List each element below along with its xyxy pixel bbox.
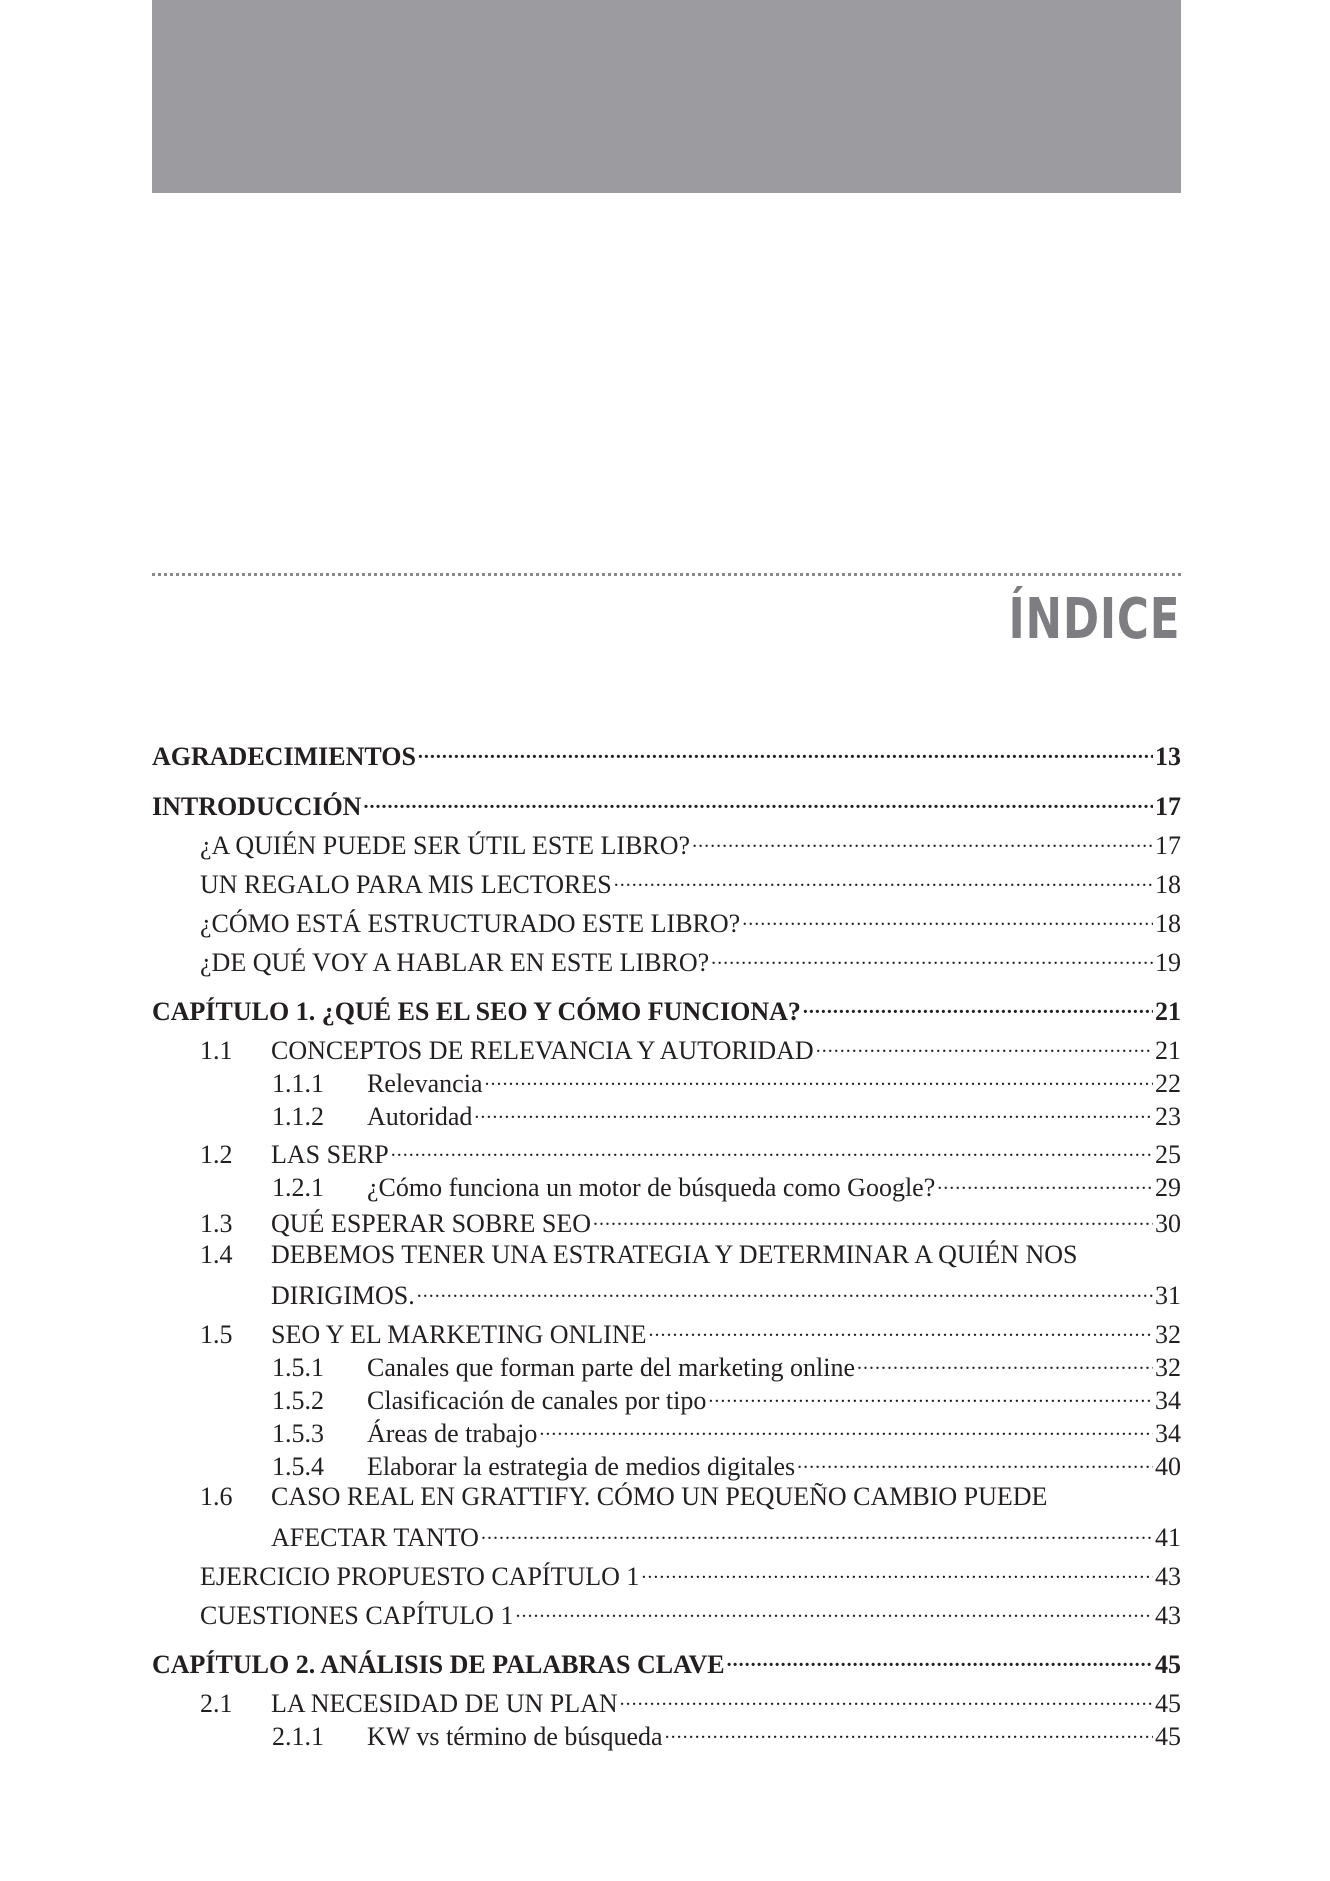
toc-label: DEBEMOS TENER UNA ESTRATEGIA Y DETERMINAR A QUIÉN NOS	[271, 1240, 1078, 1269]
leader-dots	[708, 1377, 1153, 1409]
toc-entry-1-3[interactable]	[200, 1200, 1181, 1240]
leader-dots	[816, 1027, 1153, 1059]
toc-entry-ejercicio-1[interactable]	[200, 1553, 1181, 1593]
toc-page: 34	[1155, 1386, 1181, 1415]
leader-dots	[727, 1641, 1153, 1673]
toc-label: Elaborar la estrategia de medios digitales	[367, 1452, 796, 1481]
leader-dots	[539, 1410, 1153, 1442]
toc-page: 29	[1155, 1173, 1181, 1202]
leader-dots	[391, 1131, 1153, 1163]
section-number: 1.5.1	[272, 1353, 324, 1382]
toc-label: Áreas de trabajo	[367, 1419, 538, 1448]
leader-dots	[418, 733, 1153, 765]
toc-label: CASO REAL EN GRATTIFY. CÓMO UN PEQUEÑO CAMBIO PUEDE	[271, 1482, 1048, 1511]
section-number: 1.5.2	[272, 1386, 324, 1415]
toc-entry-capitulo-2[interactable]	[152, 1641, 1181, 1681]
leader-dots	[515, 1592, 1153, 1624]
section-number: 1.2	[200, 1140, 233, 1169]
toc-label: SEO Y EL MARKETING ONLINE	[271, 1320, 647, 1349]
dotted-divider	[152, 573, 1181, 576]
toc-page: 18	[1155, 870, 1181, 899]
toc-label: ¿DE QUÉ VOY A HABLAR EN ESTE LIBRO?	[200, 948, 710, 977]
toc-label: CONCEPTOS DE RELEVANCIA Y AUTORIDAD	[271, 1036, 814, 1065]
toc-entry-1-5-4[interactable]	[272, 1443, 1181, 1483]
toc-page: 21	[1155, 1036, 1181, 1065]
toc-entry-1-4-line2[interactable]	[271, 1272, 1181, 1312]
toc-page: 45	[1155, 1689, 1181, 1718]
leader-dots	[803, 988, 1153, 1020]
leader-dots	[857, 1344, 1153, 1376]
header-band	[152, 0, 1181, 193]
toc-entry-intro-3[interactable]	[200, 900, 1181, 940]
section-number: 1.5.4	[272, 1452, 324, 1481]
leader-dots	[417, 1272, 1153, 1304]
toc-page: 40	[1155, 1452, 1181, 1481]
leader-dots	[742, 900, 1153, 932]
leader-dots	[665, 1713, 1153, 1745]
toc-page: 34	[1155, 1419, 1181, 1448]
leader-dots	[692, 822, 1153, 854]
section-number: 1.2.1	[272, 1173, 324, 1202]
leader-dots	[481, 1514, 1153, 1546]
toc-label: LAS SERP	[271, 1140, 389, 1169]
leader-dots	[474, 1093, 1153, 1125]
toc-label: CAPÍTULO 1. ¿QUÉ ES EL SEO Y CÓMO FUNCIONA?	[152, 997, 801, 1026]
toc-label: KW vs término de búsqueda	[367, 1722, 663, 1751]
toc-label: ¿CÓMO ESTÁ ESTRUCTURADO ESTE LIBRO?	[200, 909, 741, 938]
toc-entry-capitulo-1[interactable]	[152, 988, 1181, 1028]
toc-page: 18	[1155, 909, 1181, 938]
toc-page: 21	[1155, 997, 1181, 1026]
toc-page: 13	[1155, 742, 1181, 771]
leader-dots	[485, 1060, 1154, 1092]
toc-label: UN REGALO PARA MIS LECTORES	[200, 870, 612, 899]
toc-page: 30	[1155, 1209, 1181, 1238]
toc-entry-intro-1[interactable]	[200, 822, 1181, 862]
toc-label: EJERCICIO PROPUESTO CAPÍTULO 1	[200, 1562, 640, 1591]
toc-label: Relevancia	[367, 1069, 483, 1098]
toc-label: DIRIGIMOS.	[271, 1281, 415, 1310]
toc-page: 31	[1155, 1281, 1181, 1310]
section-number: 1.5	[200, 1320, 233, 1349]
toc-page: 41	[1155, 1523, 1181, 1552]
toc-page: 43	[1155, 1601, 1181, 1630]
toc-label: Clasificación de canales por tipo	[367, 1386, 707, 1415]
leader-dots	[649, 1311, 1153, 1343]
toc-label: AFECTAR TANTO	[271, 1523, 479, 1552]
leader-dots	[620, 1680, 1153, 1712]
toc-label: Canales que forman parte del marketing online	[367, 1353, 856, 1382]
toc-page: 25	[1155, 1140, 1181, 1169]
section-number: 1.3	[200, 1209, 233, 1238]
section-number: 1.1	[200, 1036, 233, 1065]
toc-page: 17	[1155, 792, 1181, 821]
section-number: 1.1.2	[272, 1102, 324, 1131]
toc-page: 19	[1155, 948, 1181, 977]
toc-entry-cuestiones-1[interactable]	[200, 1592, 1181, 1632]
toc-label: INTRODUCCIÓN	[152, 792, 362, 821]
toc-page: 32	[1155, 1353, 1181, 1382]
leader-dots	[593, 1200, 1153, 1232]
toc-page: 43	[1155, 1562, 1181, 1591]
toc-label: CAPÍTULO 2. ANÁLISIS DE PALABRAS CLAVE	[152, 1650, 725, 1679]
leader-dots	[711, 939, 1153, 971]
page-title: ÍNDICE	[1008, 587, 1180, 652]
toc-entry-1-1-2[interactable]	[272, 1093, 1181, 1133]
section-number: 2.1	[200, 1689, 233, 1718]
leader-dots	[641, 1553, 1153, 1585]
leader-dots	[614, 861, 1153, 893]
toc-label: CUESTIONES CAPÍTULO 1	[200, 1601, 514, 1630]
toc-page: 17	[1155, 831, 1181, 860]
toc-entry-intro-4[interactable]	[200, 939, 1181, 979]
leader-dots	[937, 1164, 1153, 1196]
section-number: 2.1.1	[272, 1722, 324, 1751]
toc-entry-2-1-1[interactable]	[272, 1713, 1181, 1753]
toc-entry-agradecimientos[interactable]	[152, 733, 1181, 773]
section-number: 1.6	[200, 1482, 233, 1511]
section-number: 1.4	[200, 1240, 233, 1269]
toc-label: LA NECESIDAD DE UN PLAN	[271, 1689, 618, 1718]
toc-label: QUÉ ESPERAR SOBRE SEO	[271, 1209, 591, 1238]
toc-label: ¿Cómo funciona un motor de búsqueda como Google?	[367, 1173, 936, 1202]
toc-entry-1-6-line2[interactable]	[271, 1514, 1181, 1554]
toc-entry-introduccion[interactable]	[152, 783, 1181, 823]
toc-entry-1-2-1[interactable]	[272, 1164, 1181, 1204]
toc-label: Autoridad	[367, 1102, 473, 1131]
toc-entry-1-4-line1[interactable]	[200, 1239, 1078, 1271]
toc-entry-intro-2[interactable]	[200, 861, 1181, 901]
toc-page: 22	[1155, 1069, 1181, 1098]
section-number: 1.5.3	[272, 1419, 324, 1448]
toc-page: 23	[1155, 1102, 1181, 1131]
toc-label: AGRADECIMIENTOS	[152, 742, 416, 771]
toc-page: 45	[1155, 1650, 1181, 1679]
toc-entry-1-6-line1[interactable]	[200, 1481, 1047, 1513]
toc-page: 45	[1155, 1722, 1181, 1751]
toc-label: ¿A QUIÉN PUEDE SER ÚTIL ESTE LIBRO?	[200, 831, 691, 860]
leader-dots	[797, 1443, 1153, 1475]
toc-page: 32	[1155, 1320, 1181, 1349]
leader-dots	[363, 783, 1153, 815]
section-number: 1.1.1	[272, 1069, 324, 1098]
